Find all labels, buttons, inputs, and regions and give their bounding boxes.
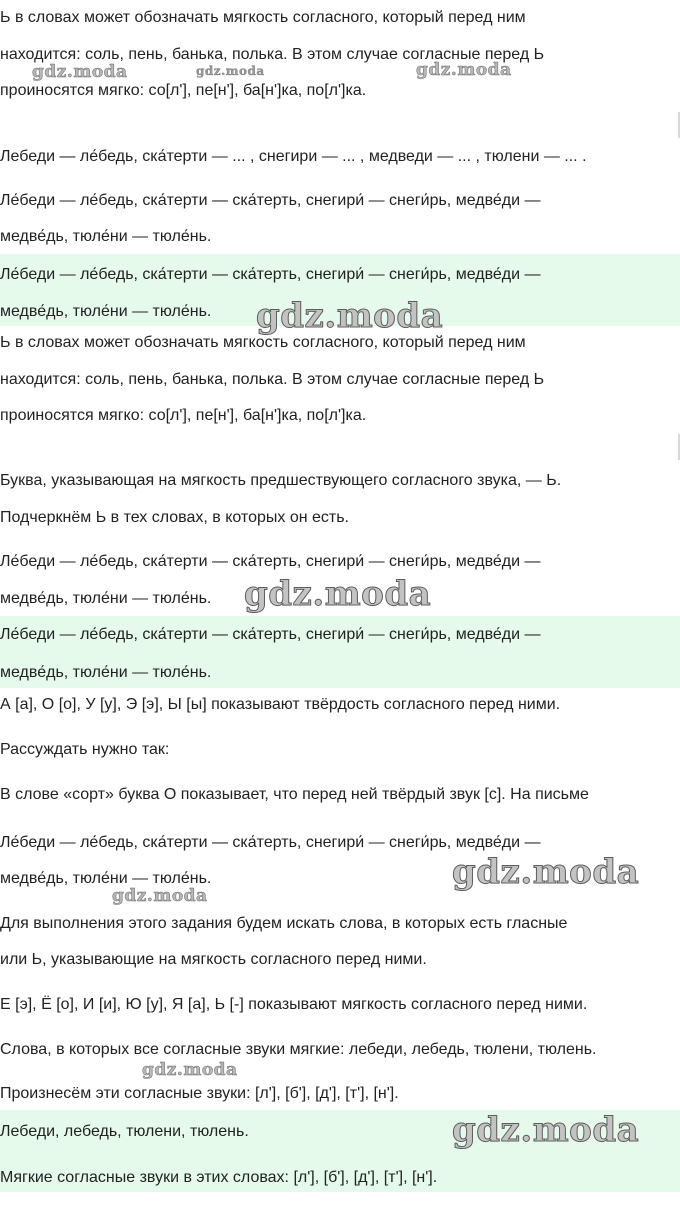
watermark-logo: gdz.moda [32, 62, 128, 82]
text-line: медве́дь, тюле́ни — тюле́нь. [0, 228, 212, 245]
text-line: или Ь, указывающие на мягкость согласного перед ними. [0, 951, 427, 968]
text-line: Ле́беди — ле́бедь, ска́терти — ска́терть, снегири́ — снеги́рь, медве́ди — [0, 834, 541, 851]
answer-line: Ле́беди — ле́бедь, ска́терти — ска́терть, снегири́ — снеги́рь, медве́ди — [0, 626, 541, 643]
text-line: Слова, в которых все согласные звуки мягкие: лебеди, лебедь, тюлени, тюлень. [0, 1041, 597, 1058]
text-line: Е [э], Ё [о], И [и], Ю [у], Я [а], Ь [-] показывают мягкость согласного перед ними. [0, 996, 588, 1013]
watermark-logo: gdz.moda [112, 886, 208, 906]
text-line: Ле́беди — ле́бедь, ска́терти — ска́терть, снегири́ — снеги́рь, медве́ди — [0, 192, 541, 209]
watermark-logo: gdz.moda [452, 852, 640, 892]
text-line: проиносятся мягко: со[л'], пе[н'], ба[н']ка, по[л']ка. [0, 82, 367, 99]
watermark-logo: gdz.moda [416, 60, 512, 80]
watermark-logo: gdz.moda [452, 1110, 640, 1150]
text-line: медве́дь, тюле́ни — тюле́нь. [0, 870, 212, 887]
text-line: Лебеди — ле́бедь, ска́терти — ... , снегири — ... , медведи — ... , тюлени — ... . [0, 148, 587, 165]
watermark-logo: gdz.moda [142, 1060, 238, 1080]
answer-line: Ле́беди — ле́бедь, ска́терти — ска́терть, снегири́ — снеги́рь, медве́ди — [0, 266, 541, 283]
answer-line: Мягкие согласные звуки в этих словах: [л'], [б'], [д'], [т'], [н']. [0, 1169, 438, 1186]
text-line: Рассуждать нужно так: [0, 741, 170, 758]
text-line: Для выполнения этого задания будем искать слова, в которых есть гласные [0, 915, 568, 932]
text-line: Произнесём эти согласные звуки: [л'], [б'], [д'], [т'], [н']. [0, 1085, 399, 1102]
watermark-logo: gdz.moda [196, 64, 265, 78]
text-line: А [а], О [о], У [у], Э [э], Ы [ы] показывают твёрдость согласного перед ними. [0, 696, 561, 713]
answer-line: медве́дь, тюле́ни — тюле́нь. [0, 664, 212, 681]
text-line: медве́дь, тюле́ни — тюле́нь. [0, 590, 212, 607]
text-line: Ь в словах может обозначать мягкость согласного, который перед ним [0, 334, 526, 351]
watermark-logo: gdz.moda [256, 296, 444, 336]
text-line: Ле́беди — ле́бедь, ска́терти — ска́терть, снегири́ — снеги́рь, медве́ди — [0, 553, 541, 570]
text-line: Ь в словах может обозначать мягкость согласного, который перед ним [0, 9, 526, 26]
text-line: находится: соль, пень, банька, полька. В этом случае согласные перед Ь [0, 46, 545, 63]
text-line: проиносятся мягко: со[л'], пе[н'], ба[н']ка, по[л']ка. [0, 407, 367, 424]
text-line: В слове «сорт» буква О показывает, что перед ней твёрдый звук [с]. На письме [0, 786, 589, 803]
text-line: находится: соль, пень, банька, полька. В этом случае согласные перед Ь [0, 371, 545, 388]
watermark-logo: gdz.moda [244, 574, 432, 614]
answer-line: медве́дь, тюле́ни — тюле́нь. [0, 303, 212, 320]
text-line: Подчеркнём Ь в тех словах, в которых он есть. [0, 509, 349, 526]
answer-line: Лебеди, лебедь, тюлени, тюлень. [0, 1123, 249, 1140]
text-line: Буква, указывающая на мягкость предшествующего согласного звука, — Ь. [0, 472, 562, 489]
